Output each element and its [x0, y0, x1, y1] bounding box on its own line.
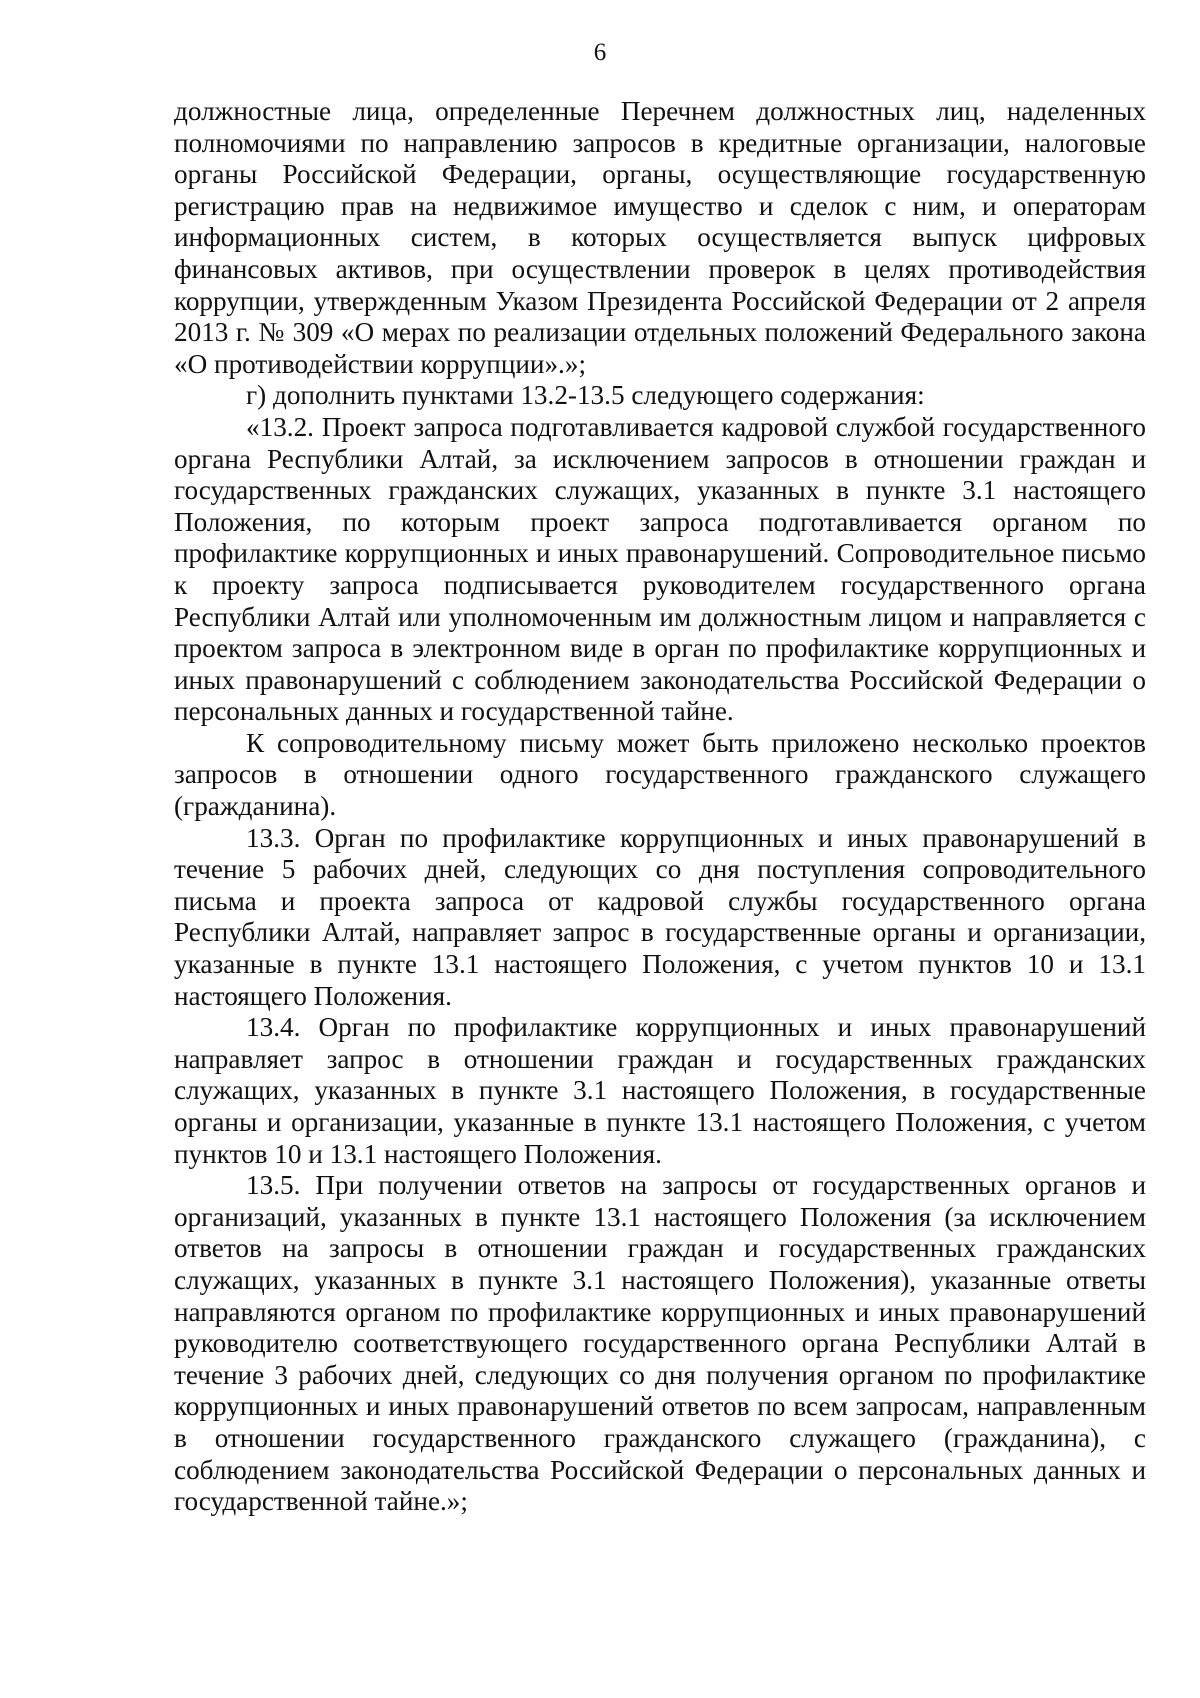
page-number: 6 [593, 39, 607, 66]
paragraph-13-2: «13.2. Проект запроса подготавливается кадровой службой государственного органа Республики Алтай, за исключением запросов в отношении граждан и государственных гражданских служащих, указанных в пункте 3.1 настоящего Положения, по которым проект запроса подготавливается органом по профилактике коррупционных и иных правонарушений. Сопроводительное письмо к проекту запроса подписывается руководителем государственного органа Республики Алтай или уполномоченным им должностным лицом и направляется с проектом запроса в электронном виде в орган по профилактике коррупционных и иных правонарушений с соблюдением законодательства Российской Федерации о персональных данных и государственной тайне. [174, 411, 1146, 727]
document-body [174, 96, 1146, 1518]
paragraph-continuation: должностные лица, определенные Перечнем должностных лиц, наделенных полномочиями по направлению запросов в кредитные организации, налоговые органы Российской Федерации, органы, осуществляющие государственную регистрацию прав на недвижимое имущество и сделок с ним, и операторам информационных систем, в которых осуществляется выпуск цифровых финансовых активов, при осуществлении проверок в целях противодействия коррупции, утвержденным Указом Президента Российской Федерации от 2 апреля 2013 г. № 309 «О мерах по реализации отдельных положений Федерального закона «О противодействии коррупции».»; [174, 96, 1146, 379]
paragraph-13-5: 13.5. При получении ответов на запросы от государственных органов и организаций, указанных в пункте 13.1 настоящего Положения (за исключением ответов на запросы в отношении граждан и государственных гражданских служащих, указанных в пункте 3.1 настоящего Положения), указанные ответы направляются органом по профилактике коррупционных и иных правонарушений руководителю соответствующего государственного органа Республики Алтай в течение 3 рабочих дней, следующих со дня получения органом по профилактике коррупционных и иных правонарушений ответов по всем запросам, направленным в отношении государственного гражданского служащего (гражданина), с соблюдением законодательства Российской Федерации о персональных данных и государственной тайне.»; [174, 1170, 1146, 1517]
paragraph-item-g: г) дополнить пунктами 13.2-13.5 следующего содержания: [246, 380, 925, 411]
paragraph-13-2-attachment: К сопроводительному письму может быть приложено несколько проектов запросов в отношении одного государственного гражданского служащего (гражданина). [174, 727, 1146, 822]
paragraph-13-4: 13.4. Орган по профилактике коррупционных и иных правонарушений направляет запрос в отношении граждан и государственных гражданских служащих, указанных в пункте 3.1 настоящего Положения, в государственные органы и организации, указанные в пункте 13.1 настоящего Положения, с учетом пунктов 10 и 13.1 настоящего Положения. [174, 1012, 1146, 1169]
paragraph-13-3: 13.3. Орган по профилактике коррупционных и иных правонарушений в течение 5 рабочих дней, следующих со дня поступления сопроводительного письма и проекта запроса от кадровой службы государственного органа Республики Алтай, направляет запрос в государственные органы и организации, указанные в пункте 13.1 настоящего Положения, с учетом пунктов 10 и 13.1 настоящего Положения. [174, 822, 1146, 1011]
